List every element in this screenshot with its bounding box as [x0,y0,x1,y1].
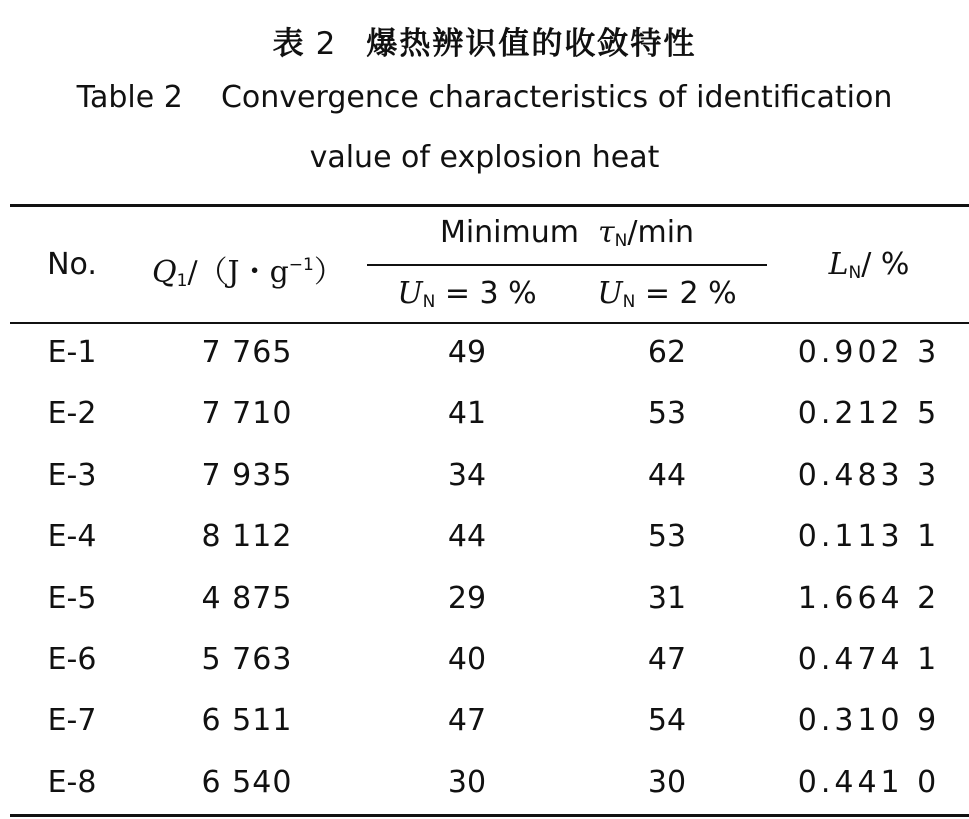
cell-q: 7 710 [201,396,293,431]
cell-u2: 53 [647,519,687,554]
cell-u2: 62 [647,335,687,370]
cell-u3: 47 [447,703,487,738]
cell-u3: 29 [447,581,487,616]
header-no: No. [47,247,97,282]
tau-unit: /min [627,215,695,250]
cell-q: 7 935 [201,458,293,493]
header-l [769,247,969,283]
header-bottom-rule [10,322,969,324]
q-symbol: Q [152,255,177,290]
cell-l: 0.902 3 [797,335,941,370]
cell-q: 4 875 [201,581,293,616]
cell-no: E-1 [47,335,97,370]
cell-no: E-8 [47,765,97,800]
q-unit-close: ） [313,255,344,290]
cell-no: E-3 [47,458,97,493]
cell-u2: 30 [647,765,687,800]
header-q [152,247,342,291]
bottom-rule [10,814,969,817]
cell-u3: 34 [447,458,487,493]
cell-l: 0.113 1 [797,519,941,554]
cell-no: E-5 [47,581,97,616]
table-caption-english-line1: Table 2 Convergence characteristics of identification [76,80,893,115]
cell-l: 0.483 3 [797,458,941,493]
cell-no: E-6 [47,642,97,677]
cell-q: 8 112 [201,519,293,554]
cell-u2: 53 [647,396,687,431]
tau-symbol: τ [598,215,615,250]
min-label: Minimum [439,215,579,250]
l-subscript: N [848,263,862,283]
cell-q: 6 540 [201,765,293,800]
l-unit: / % [861,247,910,282]
header-u3 [367,276,567,312]
cell-l: 0.474 1 [797,642,941,677]
table-caption-chinese [0,18,969,63]
u-symbol: U [397,276,423,311]
l-symbol: L [828,247,849,282]
cell-q: 5 763 [201,642,293,677]
cell-u2: 47 [647,642,687,677]
cell-no: E-7 [47,703,97,738]
tau-subscript: N [614,231,628,251]
header-min-tau [367,215,767,251]
table-caption-english-line2: value of explosion heat [309,140,660,175]
cell-q: 6 511 [201,703,293,738]
q-subscript: 1 [176,271,188,291]
cell-l: 0.310 9 [797,703,941,738]
u-subscript: N [422,292,436,312]
cell-q: 7 765 [201,335,293,370]
header-u2 [567,276,767,312]
top-rule [10,204,969,207]
cell-no: E-2 [47,396,97,431]
cell-u2: 44 [647,458,687,493]
q-unit-open: /（J・g [187,255,289,290]
group-header-rule [367,264,767,266]
cell-l: 0.441 0 [797,765,941,800]
cell-u3: 49 [447,335,487,370]
u2-value: = 2 % [635,276,737,311]
u-subscript: N [622,292,636,312]
cell-u2: 31 [647,581,687,616]
cell-l: 0.212 5 [797,396,941,431]
cell-u3: 41 [447,396,487,431]
cell-u3: 30 [447,765,487,800]
caption-number: 2 [315,26,337,62]
u-symbol: U [597,276,623,311]
caption-title-cn: 爆热辨识值的收敛特性 [366,26,697,62]
cell-u3: 40 [447,642,487,677]
cell-u3: 44 [447,519,487,554]
q-unit-sup: −1 [288,255,314,275]
caption-label: 表 [272,26,306,62]
cell-l: 1.664 2 [797,581,941,616]
cell-u2: 54 [647,703,687,738]
u3-value: = 3 % [435,276,537,311]
cell-no: E-4 [47,519,97,554]
